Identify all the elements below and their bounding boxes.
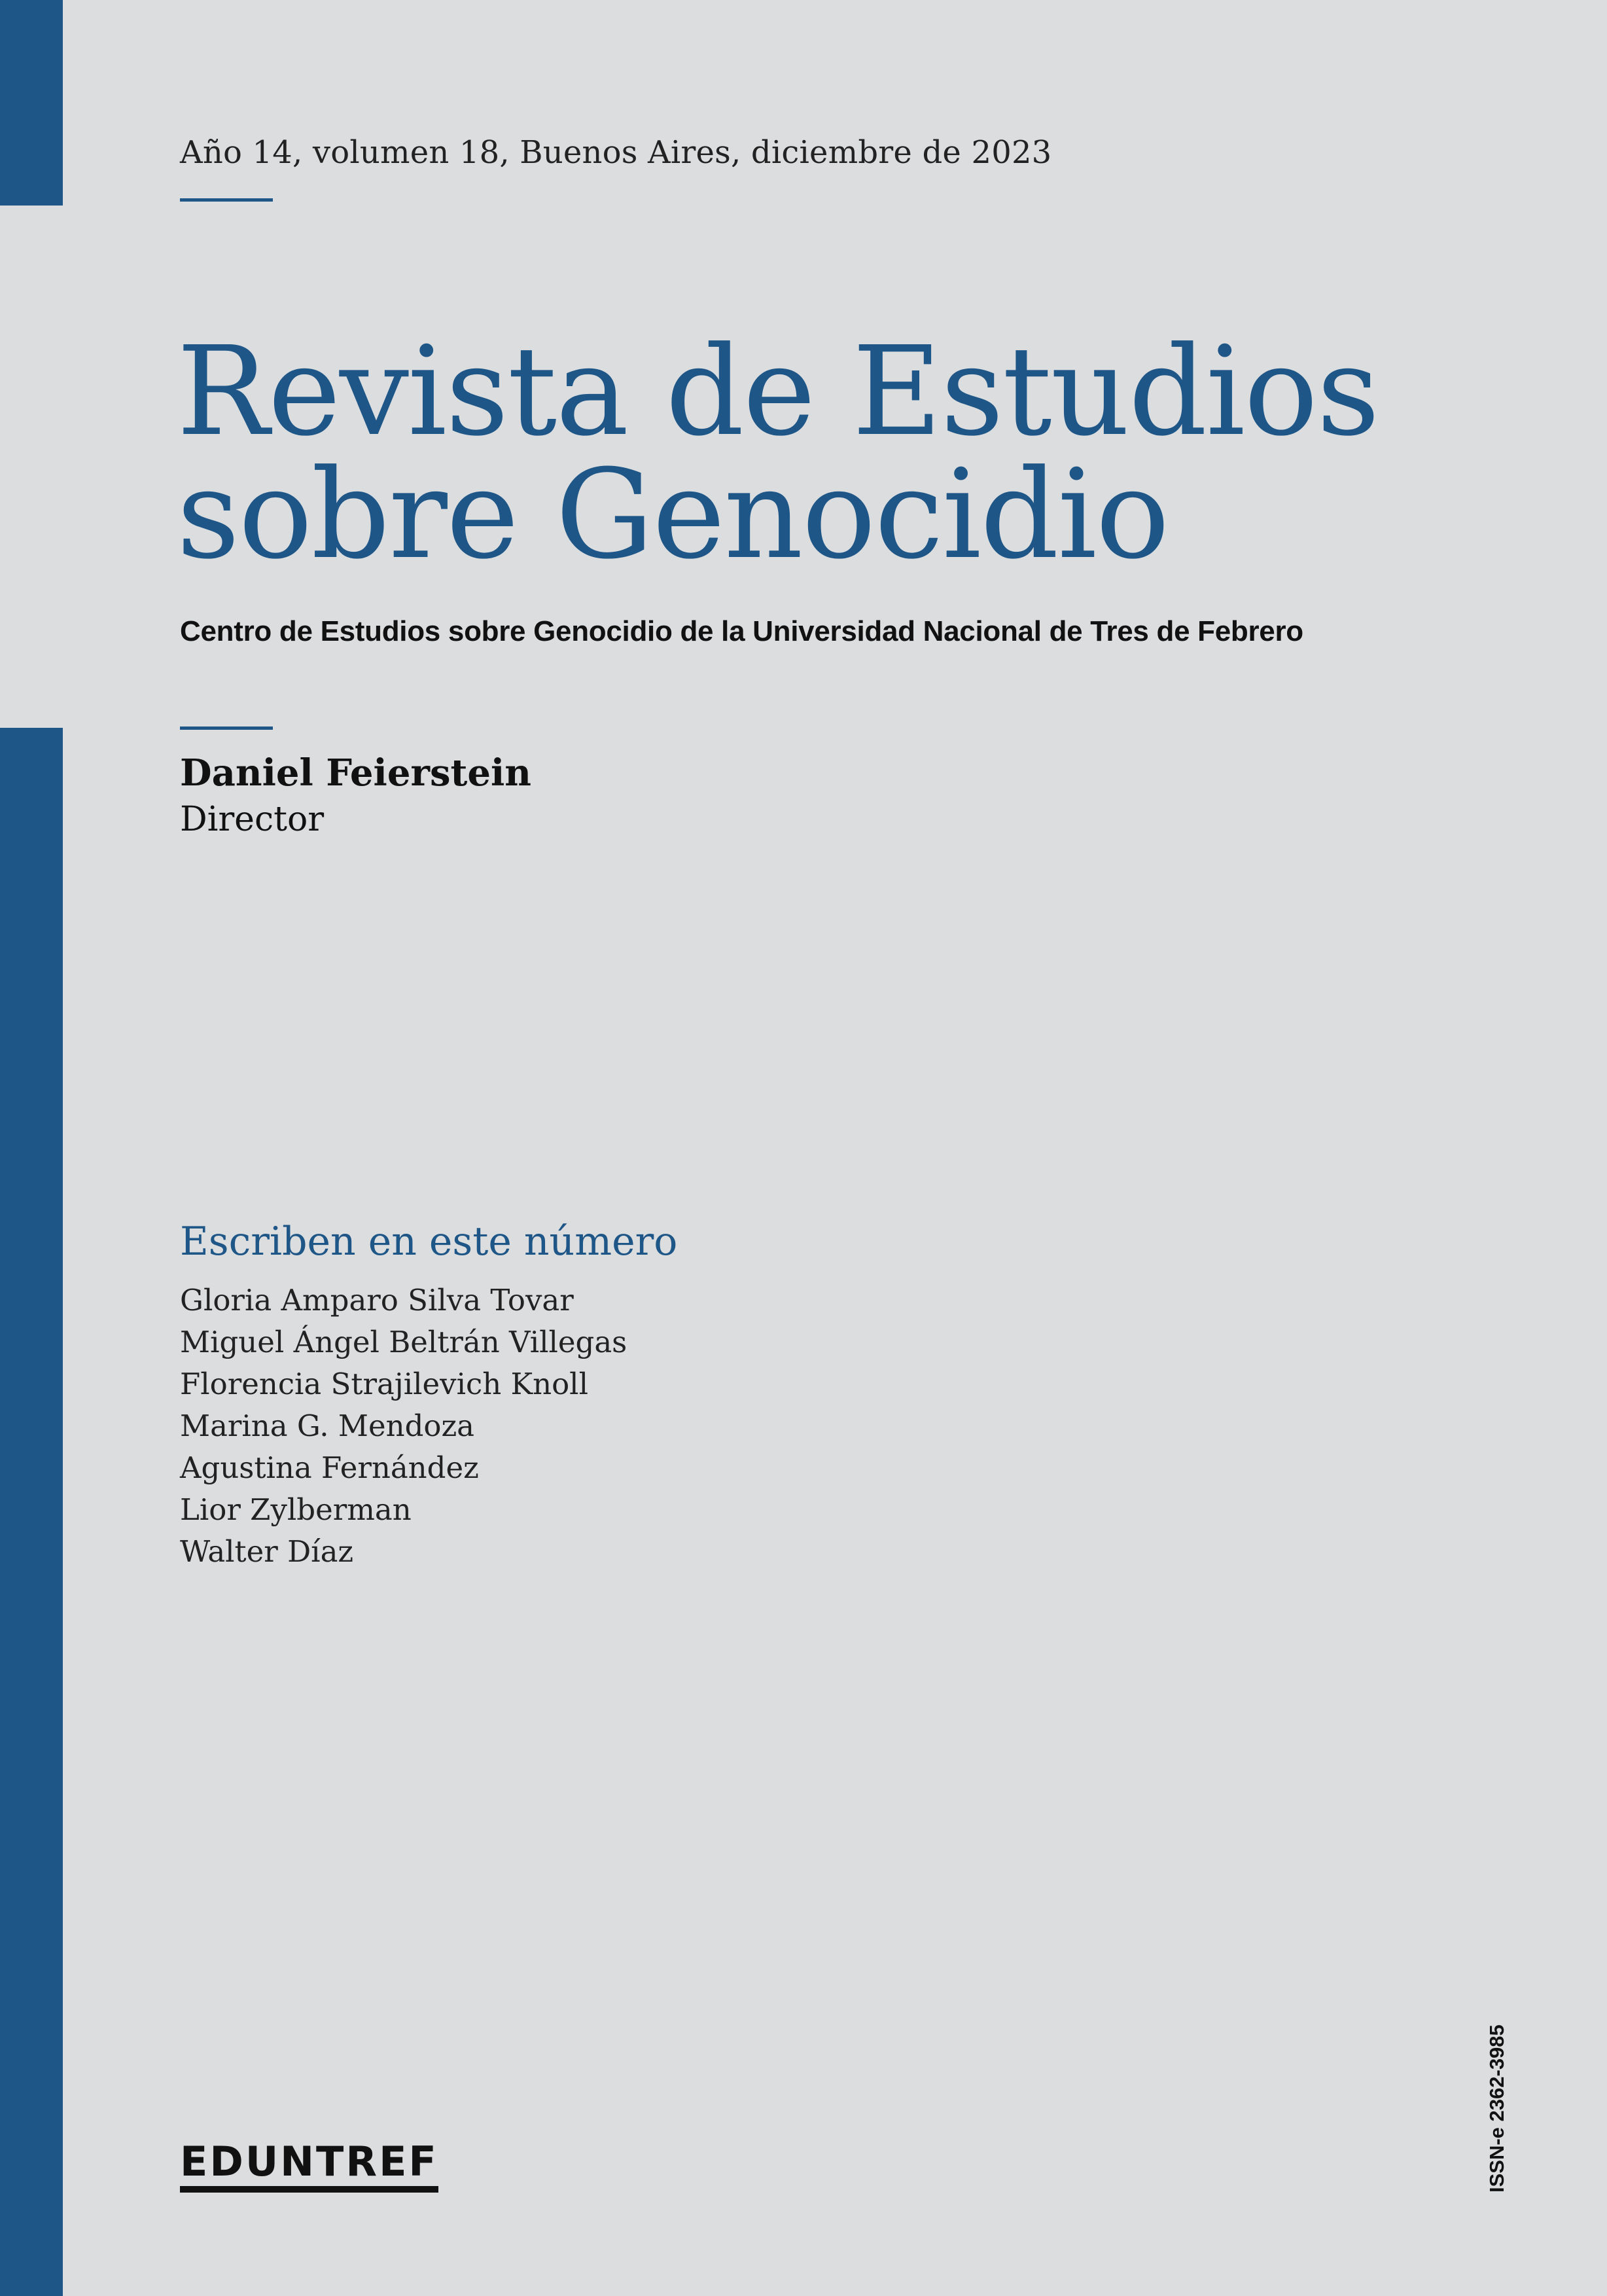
director-role: Director [180, 800, 325, 839]
accent-bar-bottom [0, 728, 63, 2296]
author-item: Florencia Strajilevich Knoll [180, 1367, 588, 1401]
publisher-logo: EDUNTREF [180, 2142, 438, 2193]
author-item: Miguel Ángel Beltrán Villegas [180, 1325, 627, 1359]
institution-name: Centro de Estudios sobre Genocidio de la Universidad Nacional de Tres de Febrero [180, 615, 1303, 647]
authors-heading: Escriben en este número [180, 1219, 678, 1265]
director-name: Daniel Feierstein [180, 751, 531, 795]
journal-title-line-2: sobre Genocidio [177, 443, 1169, 586]
issue-line: Año 14, volumen 18, Buenos Aires, diciembre de 2023 [180, 134, 1052, 171]
authors-list [180, 1280, 627, 1573]
author-item: Walter Díaz [180, 1534, 354, 1569]
journal-title [177, 320, 1551, 586]
author-item: Gloria Amparo Silva Tovar [180, 1283, 574, 1318]
journal-title-line-1: Revista de Estudios [177, 320, 1379, 463]
divider-rule-top [180, 198, 273, 202]
issn-label: ISSN-e 2362-3985 [1485, 2024, 1508, 2193]
author-item: Agustina Fernández [180, 1450, 479, 1485]
divider-rule-director [180, 726, 273, 730]
accent-bar-top [0, 0, 63, 206]
author-item: Marina G. Mendoza [180, 1408, 474, 1443]
author-item: Lior Zylberman [180, 1492, 412, 1527]
